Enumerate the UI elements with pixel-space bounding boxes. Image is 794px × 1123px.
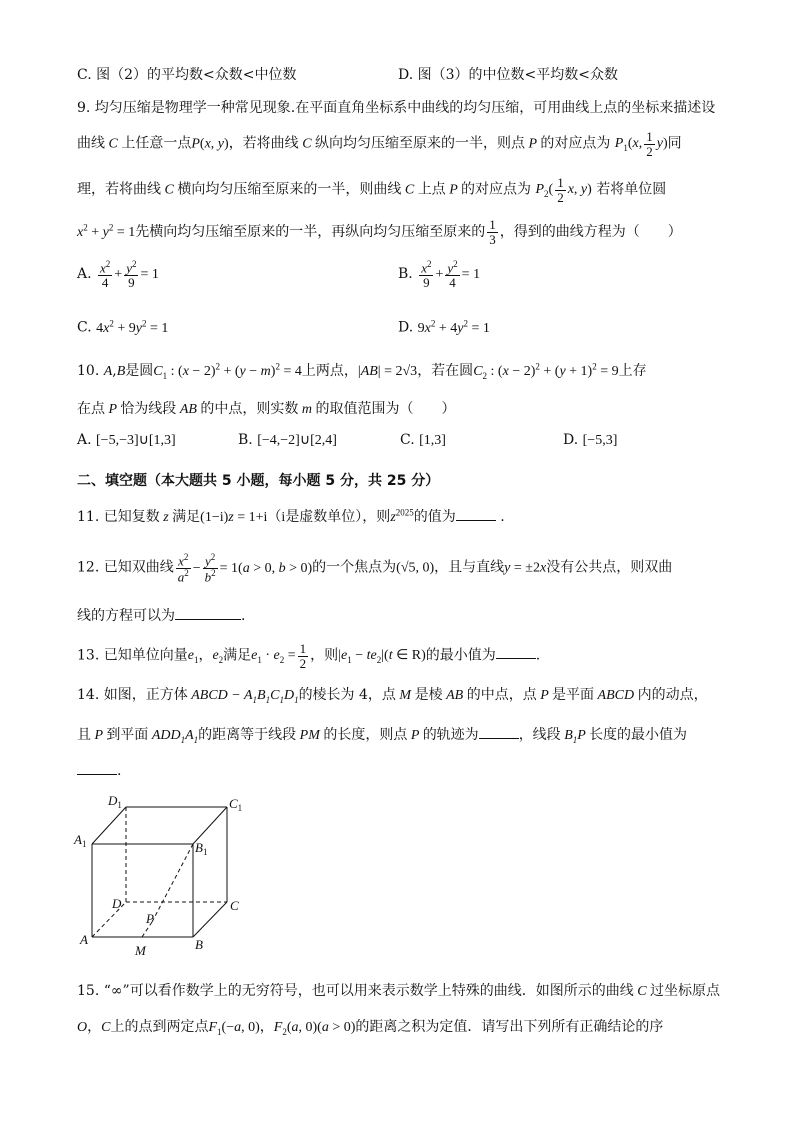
- q9-line1: 9. 均匀压缩是物理学一种常见现象.在平面直角坐标系中曲线的均匀压缩，可用曲线上点的坐标来描述设: [77, 100, 716, 116]
- cube-figure: [72, 792, 252, 962]
- q13: 13. 已知单位向量$e_1$，$e_2$满足$e_1 \cdot e_2$ = $\frac{1}{2}$ ，则$|e_1 - te_2|(t$ ∈ R)的最小值为 .: [77, 641, 541, 671]
- q8-option-c: C. 图（2）的平均数<众数<中位数: [77, 67, 297, 83]
- q8-option-d: D. 图（3）的中位数<平均数<众数: [398, 67, 618, 83]
- label-d1: $D_1$: [108, 793, 122, 810]
- q9-option-b: B. $\frac{x^2}{9}$ + $\frac{y^2}{4}$ = 1: [398, 259, 481, 290]
- label-p: P: [146, 911, 154, 926]
- label-m: M: [135, 943, 146, 958]
- q15-line2: O，C上的点到两定点$F_1(-a$, 0)，$F_2(a$, 0)(a > 0)的距离之积为定值．请写出下列所有正确结论的序: [77, 1019, 664, 1037]
- edge-b1-c1: [193, 807, 227, 844]
- edge-a1-d1: [92, 807, 126, 844]
- label-c: C: [230, 898, 239, 913]
- q9-option-a: A. $\frac{x^2}{4}$ + $\frac{y^2}{9}$ = 1: [77, 259, 159, 290]
- label-a: A: [80, 932, 88, 947]
- q9-option-d: D. $9x^2 + 4y^2 = 1$: [398, 318, 490, 336]
- q14-line2: 且 P 到平面 $ADD_1A_1$的距离等于线段 PM 的长度，则点 P 的轨迹为 ，线段 $B_1P$ 长度的最小值为: [77, 727, 688, 745]
- label-c1: $C_1$: [229, 796, 243, 813]
- q14-line1: 14. 如图，正方体 ABCD − $A_1B_1C_1D_1$的棱长为 4，点 M 是棱 AB 的中点，点 P 是平面 ABCD 内的动点，: [77, 687, 708, 705]
- q12-line2: 线的方程可以为 .: [77, 608, 246, 624]
- q10-option-b: B. [−4,−2]∪[2,4]: [238, 432, 337, 448]
- label-b1: $B_1$: [195, 840, 208, 857]
- q12-line1: 12. 已知双曲线 $\frac{x^2}{a^2}$ − $\frac{y^2}{b^2}$ = 1(a > 0, b > 0)的一个焦点为(√5, 0)，且与直线y = ±2x没有公共点，则双曲: [77, 552, 673, 585]
- q10-option-c: C. [1,3]: [400, 432, 446, 448]
- q9-option-c: C. $4x^2 + 9y^2 = 1$: [77, 318, 169, 336]
- q10-option-a: A. [−5,−3]∪[1,3]: [77, 432, 176, 448]
- q9-line3: 理，若将曲线 C 横向均匀压缩至原来的一半，则曲线 C 上点 P 的对应点为 $P_2$( $\frac{1}{2}$ x, y) 若将单位圆: [77, 175, 667, 205]
- edge-b-c: [193, 902, 227, 937]
- section-heading: 二、填空题（本大题共 5 小题，每小题 5 分，共 25 分）: [77, 473, 440, 489]
- q9-line4: $x^2 + y^2 = 1$先横向均匀压缩至原来的一半，再纵向均匀压缩至原来的 $\frac{1}{3}$ ，得到的曲线方程为（ ）: [77, 217, 682, 247]
- q10-option-d: D. [−5,3]: [563, 432, 618, 448]
- q10-line2: 在点 P 恰为线段 AB 的中点，则实数 m 的取值范围为（ ）: [77, 401, 456, 417]
- q11: 11. 已知复数 z 满足(1−i)z = 1+i（i是虚数单位），则$z^{2025}$的值为 .: [77, 507, 505, 525]
- segment-b1-p: [152, 844, 193, 922]
- q10-line1: 10. A,B是圆$C_1$ : $(x - 2)^2 + (y - m)^2 = 4$上两点，|AB| = 2√3，若在圆$C_2$ : $(x - 2)^2 + (y + 1)^2 = 9$上存: [77, 361, 647, 381]
- q14-line3: .: [77, 762, 121, 779]
- label-a1: $A_1$: [74, 832, 87, 849]
- q15-line1: 15. “∞”可以看作数学上的无穷符号，也可以用来表示数学上特殊的曲线．如图所示的曲线 C 过坐标原点: [77, 983, 721, 999]
- label-d: D: [112, 896, 122, 911]
- label-b: B: [195, 937, 203, 952]
- q9-line2: 曲线 C 上任意一点P(x, y)，若将曲线 C 纵向均匀压缩至原来的一半，则点 P 的对应点为 $P_1(x$, $\frac{1}{2}$ y)同: [77, 129, 682, 159]
